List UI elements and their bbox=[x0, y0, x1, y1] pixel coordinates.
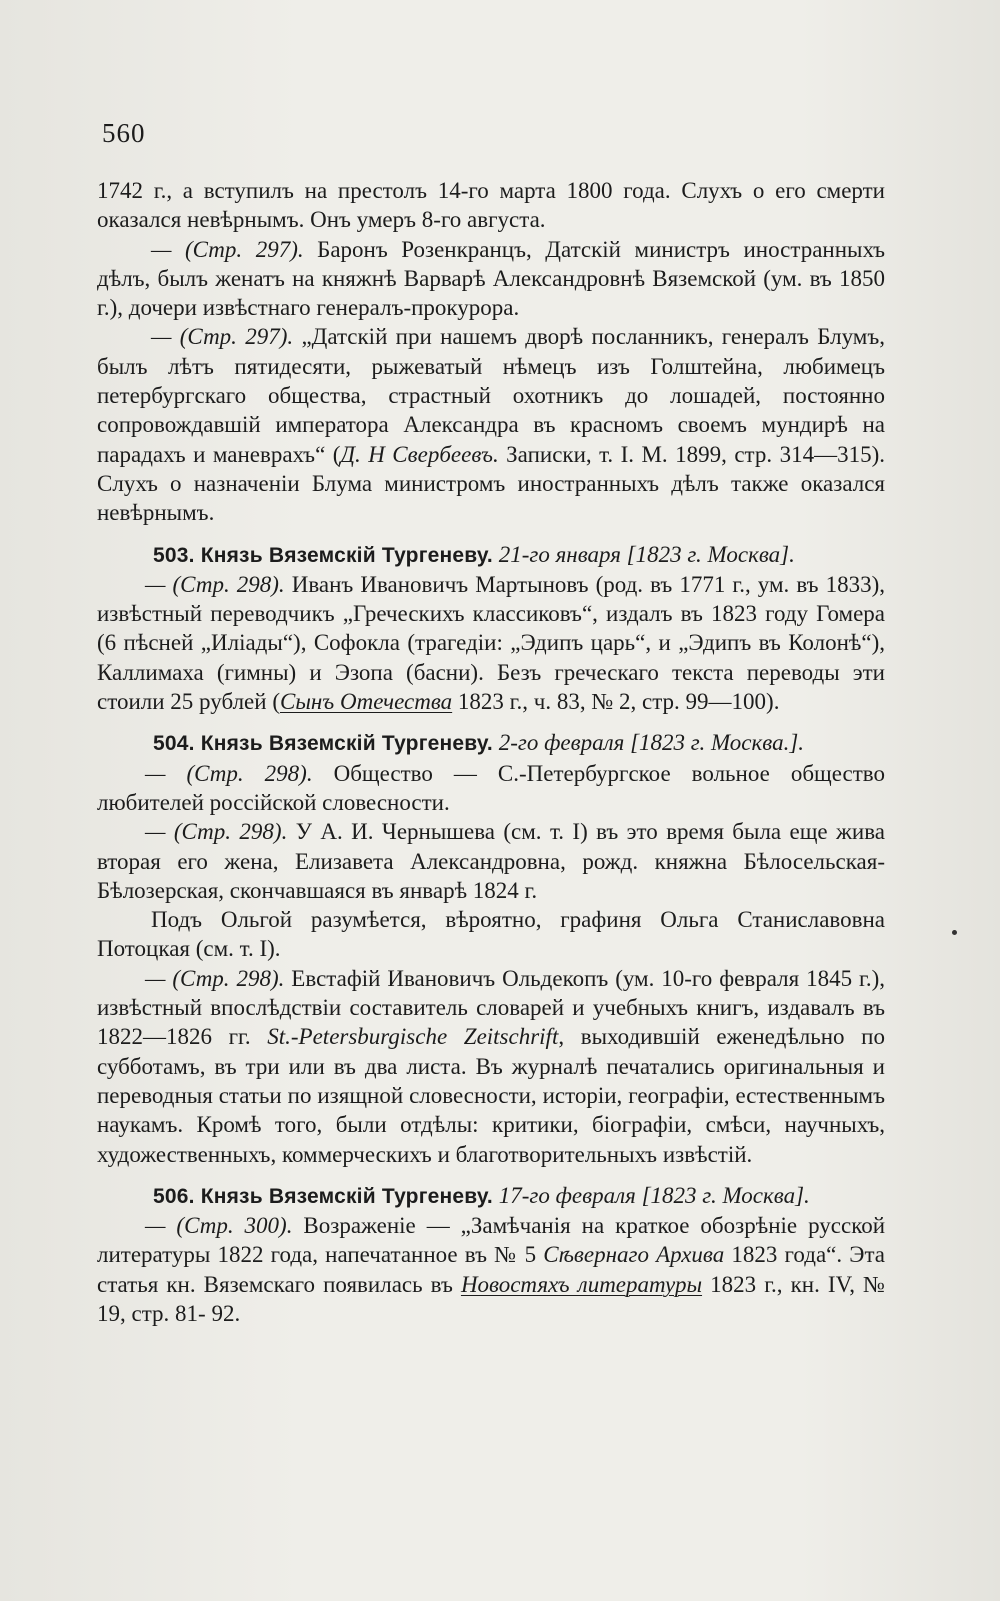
note-martynov bbox=[97, 570, 885, 716]
letter-heading-506 bbox=[97, 1181, 885, 1211]
note-text: Баронъ Розенкранцъ, Датскій министръ иностранныхъ дѣлъ, былъ женатъ на княжнѣ Варварѣ Александровнѣ Вяземской (ум. въ 1850 г.), дочери извѣстнаго генералъ-прокурора. bbox=[97, 236, 885, 321]
source-citation: Новостяхъ литературы bbox=[460, 1271, 703, 1297]
note-text-tail: 1823 г., ч. 83, № 2, стр. 99—100). bbox=[452, 689, 780, 715]
letter-date: 17-го февраля [1823 г. Москва]. bbox=[492, 1182, 810, 1208]
note-rosenkrantz bbox=[97, 235, 885, 323]
note-society bbox=[97, 759, 885, 818]
note-vozrazhenie bbox=[97, 1211, 885, 1328]
page-reference: — (Стр. 298). bbox=[145, 819, 288, 845]
source-citation: St.-Petersburgische Zeitschrift bbox=[267, 1024, 559, 1050]
page-body bbox=[97, 176, 885, 1328]
note-potocka: Подъ Ольгой разумѣется, вѣроятно, графиня Ольга Станиславовна Потоцкая (см. т. I). bbox=[97, 907, 885, 962]
letter-title: 503. Князь Вяземскій Тургеневу. bbox=[153, 543, 493, 567]
page-reference: — (Стр. 300). bbox=[145, 1213, 293, 1239]
letter-title: 504. Князь Вяземскій Тургеневу. bbox=[153, 732, 493, 756]
page-reference: — (Стр. 297). bbox=[151, 324, 294, 350]
letter-heading-503 bbox=[97, 540, 885, 570]
letter-date: 21-го января [1823 г. Москва]. bbox=[492, 541, 795, 567]
note-text: Евстафій Ивановичъ Ольдекопъ (ум. 10-го февраля 1845 г.), извѣстный впослѣдствіи составитель словарей и учебныхъ книгъ, издавалъ въ 1822—1826 гг. bbox=[97, 965, 885, 1050]
paragraph-continuation: 1742 г., а вступилъ на престолъ 14-го марта 1800 года. Слухъ о его смерти оказался невѣрнымъ. Онъ умеръ 8-го августа. bbox=[97, 178, 885, 233]
note-oldekop bbox=[97, 964, 885, 1169]
page-number: 560 bbox=[102, 118, 146, 148]
note-text: Общество — С.-Петербургское вольное общество любителей россійской словесности. bbox=[97, 760, 886, 815]
source-citation: Сынъ Отечества bbox=[279, 689, 453, 715]
note-text: Возраженіе — „Замѣчанія на краткое обозрѣніе русской литературы 1822 года, напечатанное въ № 5 bbox=[97, 1213, 886, 1268]
letter-title: 506. Князь Вяземскій Тургеневу. bbox=[153, 1184, 493, 1208]
note-text: Иванъ Ивановичъ Мартыновъ (род. въ 1771 г., ум. въ 1833), извѣстный переводчикъ „Греческихъ классиковъ“, издалъ въ 1823 году Гомера (6 пѣсней „Иліады“), Софокла (трагедіи: „Эдипъ царь“, и „Эдипъ въ Колонѣ“), Каллимаха (гимны) и Эзопа (басни). Безъ греческаго текста переводы эти стоили 25 рублей ( bbox=[97, 571, 885, 715]
note-text: У А. И. Чернышева (см. т. I) въ это время была еще жива вторая его жена, Елизавета Александровна, рожд. княжна Бѣлосельская-Бѣлозерская, скончавшаяся въ январѣ 1824 г. bbox=[97, 819, 885, 903]
note-chernyshev bbox=[97, 817, 885, 905]
note-text-tail: Записки, т. I. М. 1899, стр. 314—315). Слухъ о назначеніи Блума министромъ иностранныхъ дѣлъ также оказался невѣрнымъ. bbox=[97, 441, 885, 526]
letter-heading-504 bbox=[97, 728, 885, 758]
note-text: „Датскій при нашемъ дворѣ посланникъ, генералъ Блумъ, былъ лѣтъ пятидесяти, рыжеватый нѣмецъ изъ Голштейна, любимецъ петербургскаго общества, страстный охотникъ до лошадей, постоянно сопровождавшій императора Александра въ красномъ своемъ мундирѣ на парадахъ и маневрахъ“ ( bbox=[97, 324, 885, 467]
note-text-tail: , выходившій еженедѣльно по субботамъ, въ три или въ два листа. Въ журналѣ печатались оригинальныя и переводныя статьи по изящной словесности, исторіи, географіи, естественнымъ наукамъ. Кромѣ того, были отдѣлы: критики, біографіи, смѣси, научныхъ, художественныхъ, коммерческихъ и благотворительныхъ извѣстій. bbox=[97, 1024, 885, 1167]
page-reference: — (Стр. 298). bbox=[145, 760, 313, 786]
page-reference: — (Стр. 298). bbox=[145, 965, 285, 991]
margin-speck bbox=[952, 930, 957, 935]
page-reference: — (Стр. 298). bbox=[145, 571, 285, 597]
note-blum bbox=[97, 322, 885, 527]
letter-date: 2-го февраля [1823 г. Москва.]. bbox=[492, 730, 805, 756]
note-text-mid: 1823 года“. Эта статья кн. Вяземскаго появилась въ bbox=[97, 1242, 885, 1297]
source-citation: Сѣвернаго Архива bbox=[543, 1242, 725, 1268]
note-text-tail: 1823 г., кн. IV, № 19, стр. 81- 92. bbox=[97, 1271, 885, 1326]
source-citation: Д. Н Свербеевъ. bbox=[340, 441, 499, 467]
page-reference: — (Стр. 297). bbox=[151, 236, 304, 262]
